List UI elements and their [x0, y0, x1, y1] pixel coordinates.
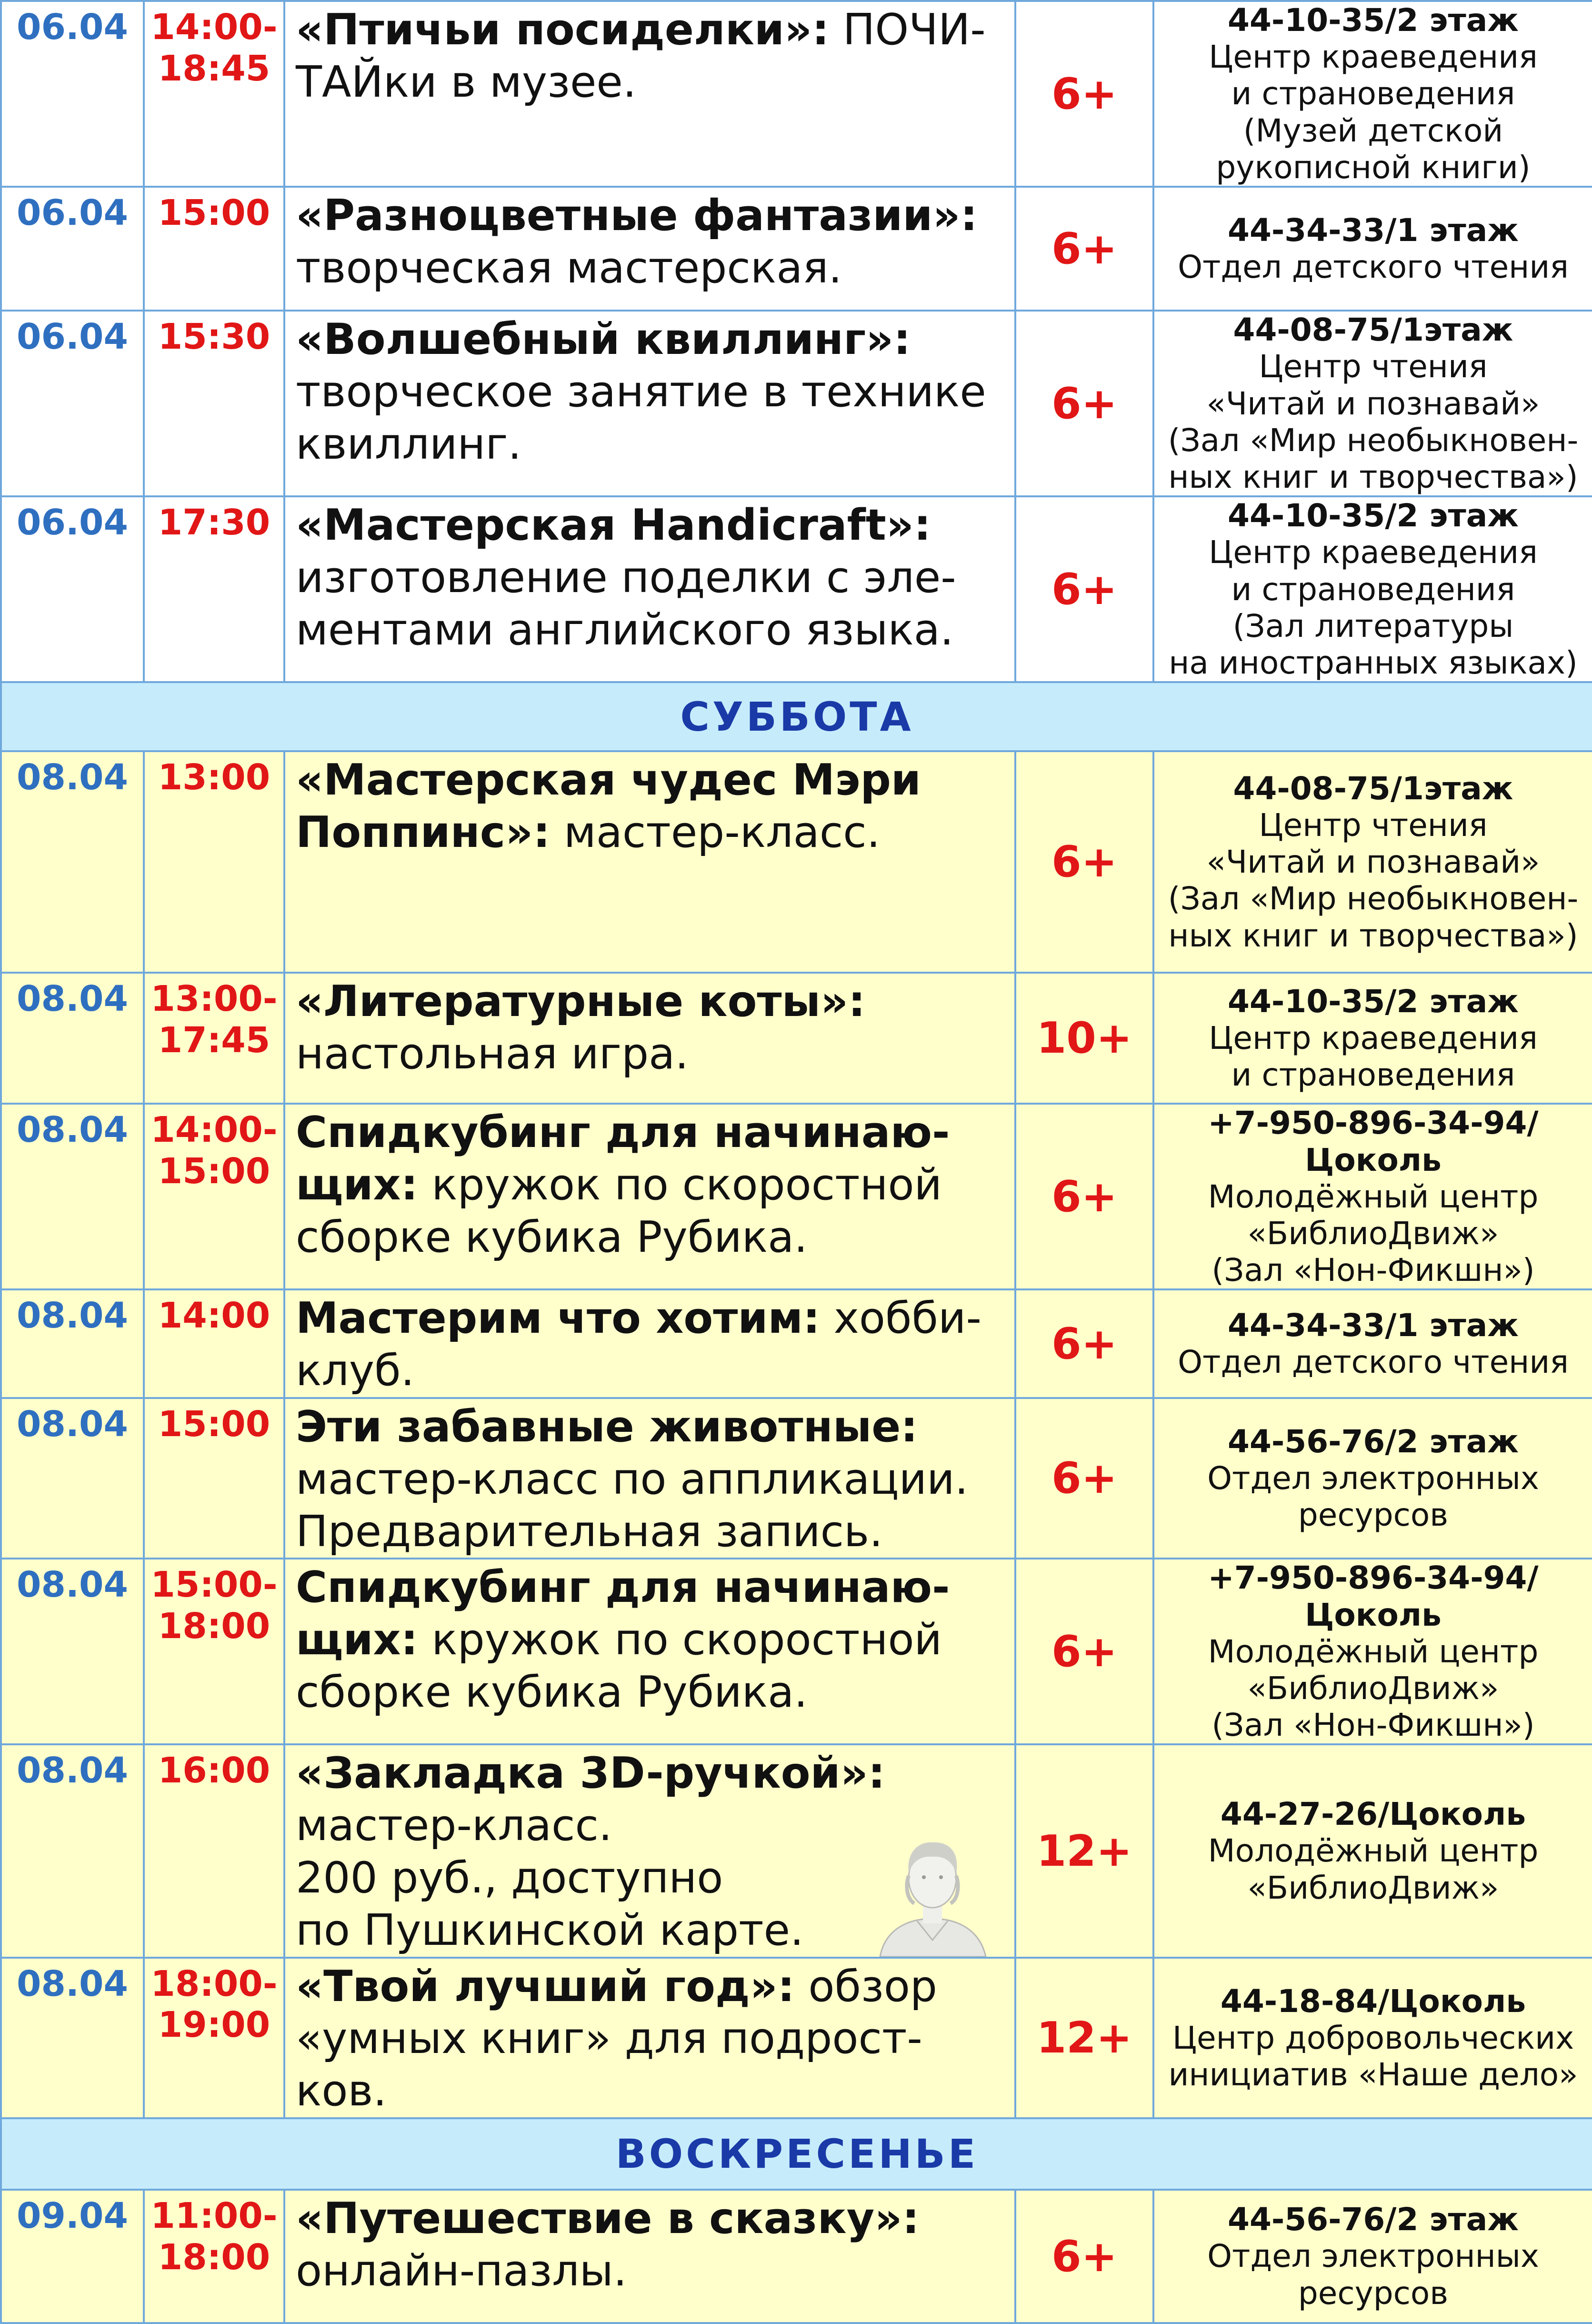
- event-time: 15:00: [144, 1398, 284, 1559]
- venue-cell: [1153, 1289, 1592, 1398]
- event-title: «Литературные коты»:: [296, 976, 866, 1027]
- venue-place: Центр краеведения и страноведения (Зал литературы на иностранных языках): [1169, 534, 1578, 682]
- event-time: 14:00- 15:00: [144, 1104, 284, 1289]
- venue-place: Молодёжный центр «БиблиоДвиж»: [1208, 1832, 1539, 1906]
- event-details: ПОЧИ- ТАЙки в музее.: [296, 5, 986, 107]
- event-title: Мастерим что хотим:: [296, 1293, 821, 1344]
- event-title: «Твой лучший год»:: [296, 1961, 795, 2012]
- age-rating: 6+: [1015, 1104, 1153, 1289]
- age-rating: 12+: [1015, 1958, 1153, 2118]
- age-rating: 6+: [1015, 311, 1153, 496]
- venue-phone-floor: 44-34-33/1 этаж: [1228, 1307, 1519, 1344]
- age-rating: 10+: [1015, 973, 1153, 1104]
- venue-place: Отдел электронных ресурсов: [1207, 2238, 1539, 2312]
- event-details: кружок по скоростной сборке кубика Рубика.: [296, 1160, 942, 1262]
- venue-place: Отдел электронных ресурсов: [1207, 1460, 1539, 1534]
- event-row: [1, 751, 1592, 973]
- event-description-cell: [284, 973, 1015, 1104]
- event-date: 08.04: [1, 1289, 144, 1398]
- event-description-cell: [284, 496, 1015, 682]
- age-rating: 6+: [1015, 1398, 1153, 1559]
- event-time: 14:00- 18:45: [144, 1, 284, 187]
- event-row: [1, 1398, 1592, 1559]
- age-rating: 6+: [1015, 187, 1153, 311]
- event-time: 18:00- 19:00: [144, 1958, 284, 2118]
- venue-place: Отдел детского чтения: [1178, 249, 1569, 286]
- event-details: кружок по скоростной сборке кубика Рубика.: [296, 1615, 942, 1717]
- event-date: 08.04: [1, 1744, 144, 1957]
- event-row: [1, 1744, 1592, 1957]
- age-rating: 6+: [1015, 1289, 1153, 1398]
- venue-cell: [1153, 1958, 1592, 2118]
- venue-cell: [1153, 1398, 1592, 1559]
- venue-phone-floor: 44-10-35/2 этаж: [1228, 983, 1519, 1020]
- event-time: 15:00- 18:00: [144, 1559, 284, 1744]
- age-rating: 6+: [1015, 1559, 1153, 1744]
- venue-place: Центр краеведения и страноведения: [1209, 1020, 1538, 1094]
- event-description-cell: [284, 1559, 1015, 1744]
- event-time: 17:30: [144, 496, 284, 682]
- event-time: 14:00: [144, 1289, 284, 1398]
- event-details: мастер-класс. 200 руб., доступно по Пушкинской карте.: [296, 1801, 804, 1955]
- event-title: «Птичьи посиделки»:: [296, 5, 830, 55]
- event-title: «Мастерская чудес Мэри Поппинс»:: [296, 755, 921, 858]
- event-description-cell: [284, 1958, 1015, 2118]
- event-details: онлайн-пазлы.: [296, 2245, 627, 2296]
- venue-cell: [1153, 311, 1592, 496]
- event-date: 08.04: [1, 1398, 144, 1559]
- event-time: 11:00- 18:00: [144, 2190, 284, 2323]
- event-title: «Закладка 3D-ручкой»:: [296, 1748, 885, 1799]
- event-time: 16:00: [144, 1744, 284, 1957]
- age-rating: 6+: [1015, 751, 1153, 973]
- event-description-cell: [284, 311, 1015, 496]
- event-title: Спидкубинг для начинаю- щих:: [296, 1107, 950, 1210]
- venue-phone-floor: 44-08-75/1этаж: [1233, 312, 1513, 349]
- venue-place: Центр чтения «Читай и познавай» (Зал «Мир необыкновен- ных книг и творчества»): [1168, 806, 1579, 954]
- venue-place: Молодёжный центр «БиблиоДвиж» (Зал «Нон-Фикшн»): [1208, 1178, 1539, 1289]
- venue-cell: [1153, 751, 1592, 973]
- event-row: [1, 311, 1592, 496]
- venue-cell: [1153, 973, 1592, 1104]
- event-title: «Волшебный квиллинг»:: [296, 314, 911, 365]
- event-title: «Разноцветные фантазии»:: [296, 191, 978, 241]
- schedule-body: [1, 1, 1592, 2323]
- event-details: изготовление поделки с эле- ментами английского языка.: [296, 552, 956, 655]
- event-time: 15:30: [144, 311, 284, 496]
- event-title: «Мастерская Handicraft»:: [296, 500, 931, 551]
- venue-place: Отдел детского чтения: [1178, 1344, 1569, 1381]
- event-time: 15:00: [144, 187, 284, 311]
- venue-phone-floor: 44-56-76/2 этаж: [1228, 1423, 1519, 1460]
- venue-phone-floor: 44-10-35/2 этаж: [1228, 497, 1519, 534]
- event-time: 13:00: [144, 751, 284, 973]
- day-header: СУББОТА: [1, 682, 1592, 751]
- event-details: обзор «умных книг» для подрост- ков.: [296, 1961, 938, 2116]
- venue-phone-floor: 44-10-35/2 этаж: [1228, 2, 1519, 39]
- venue-phone-floor: 44-27-26/Цоколь: [1220, 1796, 1526, 1833]
- venue-cell: [1153, 2190, 1592, 2323]
- event-details: хобби- клуб.: [296, 1293, 981, 1396]
- event-details: мастер-класс по аппликации. Предварительная запись.: [296, 1454, 969, 1557]
- event-date: 06.04: [1, 496, 144, 682]
- event-row: [1, 1958, 1592, 2118]
- event-description-cell: [284, 1289, 1015, 1398]
- event-row: [1, 973, 1592, 1104]
- age-rating: 6+: [1015, 1, 1153, 187]
- venue-phone-floor: 44-18-84/Цоколь: [1220, 1982, 1526, 2020]
- event-date: 08.04: [1, 973, 144, 1104]
- age-rating: 6+: [1015, 496, 1153, 682]
- event-details: творческая мастерская.: [296, 242, 842, 293]
- event-row: [1, 2190, 1592, 2323]
- event-description-cell: [284, 187, 1015, 311]
- event-title: «Путешествие в сказку»:: [296, 2193, 920, 2244]
- day-header: ВОСКРЕСЕНЬЕ: [1, 2118, 1592, 2190]
- event-description-cell: [284, 751, 1015, 973]
- event-date: 06.04: [1, 311, 144, 496]
- event-description-cell: [284, 1104, 1015, 1289]
- event-date: 08.04: [1, 1104, 144, 1289]
- event-details: творческое занятие в технике квиллинг.: [296, 366, 986, 469]
- event-row: [1, 187, 1592, 311]
- event-date: 06.04: [1, 187, 144, 311]
- venue-place: Центр краеведения и страноведения (Музей детской рукописной книги): [1209, 39, 1538, 186]
- event-description-cell: [284, 1744, 1015, 1957]
- venue-cell: [1153, 1104, 1592, 1289]
- event-row: [1, 1559, 1592, 1744]
- event-time: 13:00- 17:45: [144, 973, 284, 1104]
- venue-phone-floor: 44-56-76/2 этаж: [1228, 2201, 1519, 2238]
- day-header-row: [1, 682, 1592, 751]
- day-header-row: [1, 2118, 1592, 2190]
- event-description-cell: [284, 2190, 1015, 2323]
- venue-phone-floor: +7-950-896-34-94/Цоколь: [1208, 1105, 1539, 1178]
- event-date: 08.04: [1, 1958, 144, 2118]
- event-title: Эти забавные животные:: [296, 1401, 918, 1452]
- event-title: Спидкубинг для начинаю- щих:: [296, 1562, 950, 1665]
- event-description-cell: [284, 1, 1015, 187]
- event-details: мастер-класс.: [550, 807, 881, 858]
- event-date: 08.04: [1, 1559, 144, 1744]
- event-row: [1, 496, 1592, 682]
- pushkin-bust-icon: [861, 1828, 1004, 1957]
- venue-cell: [1153, 1, 1592, 187]
- event-description-cell: [284, 1398, 1015, 1559]
- event-row: [1, 1, 1592, 187]
- venue-cell: [1153, 1744, 1592, 1957]
- event-row: [1, 1104, 1592, 1289]
- age-rating: 6+: [1015, 2190, 1153, 2323]
- age-rating: 12+: [1015, 1744, 1153, 1957]
- venue-place: Молодёжный центр «БиблиоДвиж» (Зал «Нон-Фикшн»): [1208, 1633, 1539, 1744]
- event-date: 09.04: [1, 2190, 144, 2323]
- venue-phone-floor: 44-34-33/1 этаж: [1228, 211, 1519, 249]
- venue-cell: [1153, 1559, 1592, 1744]
- event-details: настольная игра.: [296, 1029, 689, 1079]
- venue-phone-floor: 44-08-75/1этаж: [1233, 770, 1513, 807]
- event-date: 06.04: [1, 1, 144, 187]
- venue-place: Центр добровольческих инициатив «Наше дело»: [1168, 2019, 1578, 2093]
- venue-place: Центр чтения «Читай и познавай» (Зал «Мир необыкновен- ных книг и творчества»): [1168, 348, 1579, 495]
- venue-cell: [1153, 496, 1592, 682]
- venue-cell: [1153, 187, 1592, 311]
- venue-phone-floor: +7-950-896-34-94/Цоколь: [1208, 1559, 1539, 1633]
- event-date: 08.04: [1, 751, 144, 973]
- event-row: [1, 1289, 1592, 1398]
